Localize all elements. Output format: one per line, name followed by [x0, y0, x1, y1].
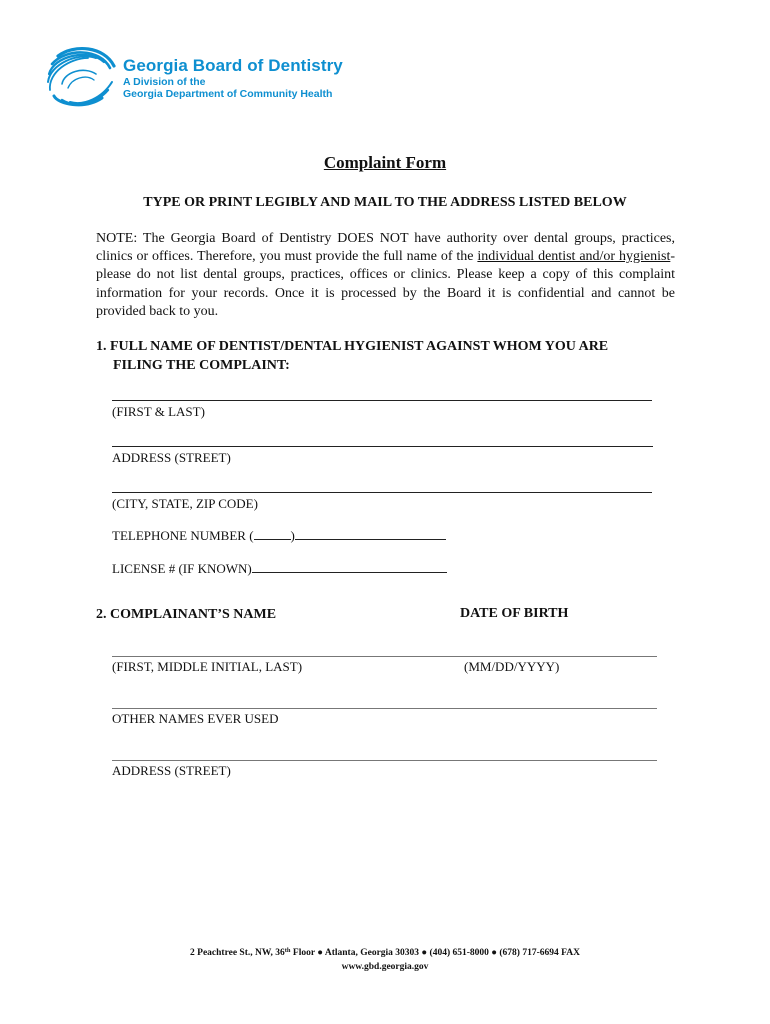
city-state-zip-label: (CITY, STATE, ZIP CODE)	[112, 496, 258, 511]
note-underlined: individual dentist and/or hygienist	[477, 249, 671, 265]
logo-text	[123, 56, 343, 100]
footer-address-prefix: 2 Peachtree St., NW, 36	[190, 948, 285, 958]
footer	[0, 946, 770, 974]
complainant-name-line[interactable]	[112, 656, 657, 657]
mail-instruction: TYPE OR PRINT LEGIBLY AND MAIL TO THE ADDRESS LISTED BELOW	[143, 195, 627, 210]
note-part-2: - please do not list dental groups, practices, offices or clinics. Please keep a copy of this complaint information for your records. Once it is processed by the Board it is confidential and cannot be provided back to you.	[96, 249, 676, 319]
dentist-city-line[interactable]	[112, 492, 652, 493]
footer-address	[0, 946, 770, 960]
telephone-label: TELEPHONE NUMBER (	[112, 528, 254, 543]
footer-address-sup: th	[284, 947, 291, 954]
complainant-address-line[interactable]	[112, 760, 657, 761]
name-format-label: (FIRST, MIDDLE INITIAL, LAST)	[112, 659, 303, 674]
license-label: LICENSE # (IF KNOWN)	[112, 561, 252, 576]
note-part-1: NOTE: The Georgia Board of Dentistry DOES NOT have authority over dental groups, practices, clinics or offices. Therefore, you must provide the full name of the	[96, 231, 675, 265]
license-blank[interactable]	[252, 560, 447, 573]
division-line-1: A Division of the	[123, 76, 206, 88]
form-title: Complaint Form	[323, 153, 447, 172]
section-1-heading	[96, 337, 676, 375]
complainant-address-label: ADDRESS (STREET)	[112, 763, 231, 778]
license-field[interactable]	[112, 560, 447, 577]
other-names-line[interactable]	[112, 708, 657, 709]
section-1-heading-line-1: 1. FULL NAME OF DENTIST/DENTAL HYGIENIST AGAINST WHOM YOU ARE	[96, 339, 609, 354]
org-name: Georgia Board of Dentistry	[123, 56, 343, 75]
telephone-paren: )	[290, 528, 295, 543]
note-paragraph	[96, 230, 675, 321]
georgia-board-logo-icon	[44, 44, 118, 108]
section-1-heading-line-2: FILING THE COMPLAINT:	[113, 358, 290, 373]
date-of-birth-heading: DATE OF BIRTH	[460, 606, 569, 621]
section-2-heading: 2. COMPLAINANT’S NAME	[96, 607, 277, 622]
address-street-label: ADDRESS (STREET)	[112, 450, 231, 465]
area-code-blank[interactable]	[254, 527, 291, 540]
division-line-2: Georgia Department of Community Health	[123, 88, 333, 100]
footer-address-rest: Floor ● Atlanta, Georgia 30303 ● (404) 651-8000 ● (678) 717-6694 FAX	[290, 948, 580, 958]
dentist-name-line[interactable]	[112, 400, 652, 401]
telephone-field[interactable]	[112, 527, 446, 544]
first-last-label: (FIRST & LAST)	[112, 404, 205, 419]
dentist-address-line[interactable]	[112, 446, 653, 447]
dob-format-label: (MM/DD/YYYY)	[464, 659, 560, 674]
footer-website[interactable]: www.gbd.georgia.gov	[341, 962, 429, 972]
other-names-label: OTHER NAMES EVER USED	[112, 711, 279, 726]
telephone-number-blank[interactable]	[295, 527, 446, 540]
